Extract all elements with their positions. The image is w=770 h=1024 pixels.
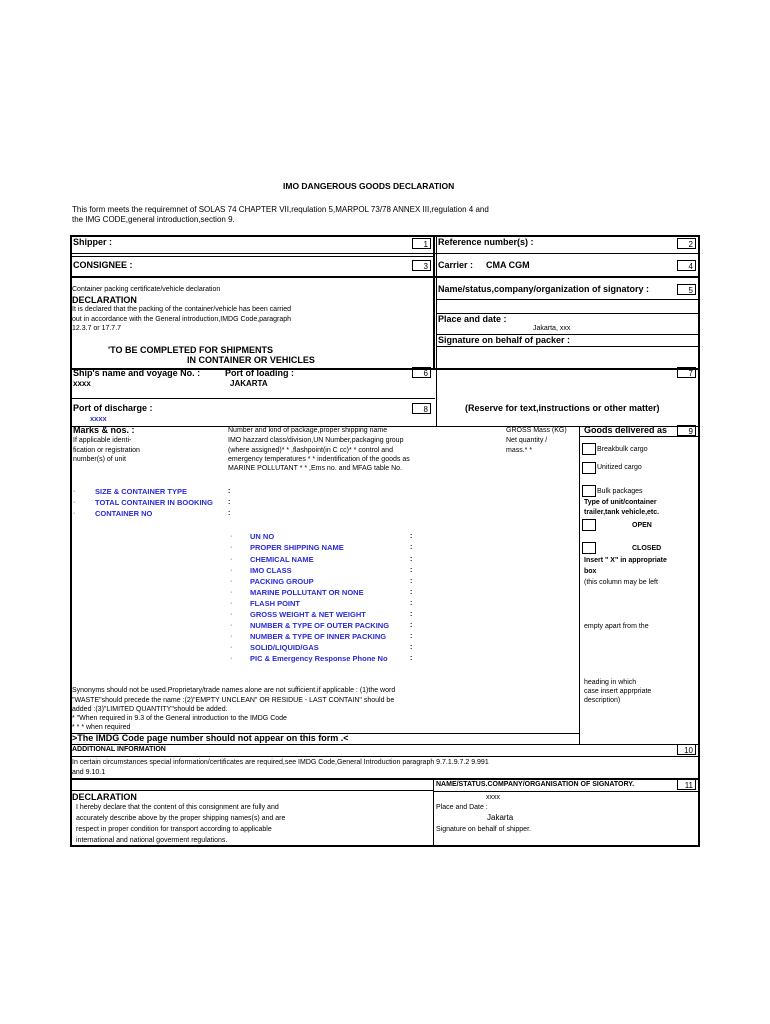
heading-line-2: case insert apprpriate <box>584 688 652 695</box>
carrier-value: CMA CGM <box>486 260 530 270</box>
reserve-text: (Reserve for text,instructions or other matter) <box>465 403 660 413</box>
container-field-total: TOTAL CONTAINER IN BOOKING <box>95 498 213 507</box>
cargo-field-sep: : <box>410 578 413 585</box>
reference-label: Reference number(s) : <box>438 237 534 247</box>
place-date-label: Place and date : <box>438 314 507 324</box>
intro-line-1: This form meets the requiremnet of SOLAS 74 CHAPTER VII,requlation 5,MARPOL 73/78 ANNEX III,regulation 4 and <box>72 205 489 214</box>
cargo-field-sep: : <box>410 644 413 651</box>
port-discharge-label: Port of discharge : <box>73 403 153 413</box>
cargo-field-sep: : <box>410 589 413 596</box>
consignee-label: CONSIGNEE : <box>73 260 133 270</box>
cargo-field-marine-pollutant: MARINE POLLUTANT OR NONE <box>250 588 364 597</box>
packing-declaration-heading: DECLARATION <box>72 295 137 305</box>
bullet: · <box>230 578 233 585</box>
bullet: · <box>230 611 233 618</box>
cargo-field-sep: : <box>410 533 413 540</box>
container-field-sep: : <box>228 510 231 517</box>
box-number-4: 4 <box>677 260 696 271</box>
insert-line-2: box <box>584 568 597 575</box>
heading-line-1: heading in which <box>584 679 637 686</box>
box-number-8: 8 <box>412 403 431 414</box>
ship-name-label: Ship's name and voyage No. : <box>73 368 201 378</box>
marks-line-3: number(s) of unit <box>73 456 126 463</box>
shipments-note-line-1: 'TO BE COMPLETED FOR SHIPMENTS <box>108 345 273 355</box>
port-loading-value: JAKARTA <box>230 379 268 388</box>
type-unit-line-1: Type of unit/container <box>584 499 657 506</box>
container-field-size: SIZE & CONTAINER TYPE <box>95 487 187 496</box>
synonyms-line-1: Synonyms should not be used.Proprietary/trade names alone are not sufficient.if applicable : (1)the word <box>72 687 396 694</box>
container-field-no: CONTAINER NO <box>95 509 153 518</box>
marks-line-2: fication or registration <box>73 447 140 454</box>
signatory-11-value: xxxx <box>486 794 500 801</box>
gross-mass-line-3: mass.* * <box>506 447 533 454</box>
shipper-decl-line-3: respect in proper condition for transport according to applicable <box>76 826 272 833</box>
box-number-10: 10 <box>677 744 696 755</box>
box-number-2: 2 <box>677 238 696 249</box>
bullet: · <box>230 567 233 574</box>
empty-apart-text: empty apart from the <box>584 623 649 630</box>
shipper-decl-line-1: I hereby declare that the content of this consignment are fully and <box>76 804 279 811</box>
box-number-9: 9 <box>677 425 696 436</box>
shipments-note-line-2: IN CONTAINER OR VEHICLES <box>187 355 315 365</box>
port-loading-label: Port of loading : <box>225 368 294 378</box>
port-discharge-value: xxxx <box>90 414 107 423</box>
additional-info-label: ADDITIONAL INFORMATION <box>72 746 166 753</box>
bullet: · <box>230 544 233 551</box>
cargo-field-sep: : <box>410 611 413 618</box>
bullet: · <box>73 510 76 517</box>
bullet: · <box>230 600 233 607</box>
type-unit-line-2: trailer,tank vehicle,etc. <box>584 509 660 516</box>
packing-cert-line-3: 12.3.7 or 17.7.7 <box>72 325 122 332</box>
imdg-note: >The IMDG Code page number should not appear on this form .< <box>72 733 349 743</box>
goods-delivered-label: Goods delivered as <box>584 425 668 435</box>
cargo-field-chemical-name: CHEMICAL NAME <box>250 555 314 564</box>
packing-cert-line-1: It is declared that the packing of the container/vehicle has been carried <box>72 306 292 313</box>
bullet: · <box>230 644 233 651</box>
cargo-field-inner-packing: NUMBER & TYPE OF INNER PACKING <box>250 632 387 641</box>
cargo-field-outer-packing: NUMBER & TYPE OF OUTER PACKING <box>250 621 390 630</box>
signatory-11-label: NAME/STATUS.COMPANY/ORGANISATION OF SIGNATORY. <box>436 781 635 788</box>
package-desc-line-3: (where assigned)* * ,flashpoint(in C cc)* * control and <box>228 447 393 454</box>
cargo-field-packing-group: PACKING GROUP <box>250 577 314 586</box>
gross-mass-line-1: GROSS Mass (KG) <box>506 427 567 434</box>
cargo-field-pic-phone: PIC & Emergency Response Phone No <box>250 654 388 663</box>
cargo-field-sep: : <box>410 600 413 607</box>
packing-cert-caption: Container packing certificate/vehicle declaration <box>72 286 221 293</box>
cargo-field-gross-weight: GROSS WEIGHT & NET WEIGHT <box>250 610 366 619</box>
open-label: OPEN <box>632 522 652 529</box>
cargo-field-sep: : <box>410 655 413 662</box>
box-number-3: 3 <box>412 260 431 271</box>
unitized-label: Unitized cargo <box>597 464 642 471</box>
cargo-field-sep: : <box>410 556 413 563</box>
bullet: · <box>230 633 233 640</box>
shipper-decl-line-4: international and national goverment regulations. <box>76 837 228 844</box>
box-number-1: 1 <box>412 238 431 249</box>
cargo-field-shipping-name: PROPER SHIPPING NAME <box>250 543 344 552</box>
bullet: · <box>230 533 233 540</box>
bullet: · <box>230 655 233 662</box>
package-desc-line-2: IMO hazzard class/division,UN Number,packaging group <box>228 437 404 444</box>
place-date-11-value: Jakarta <box>487 813 514 822</box>
bullet: · <box>230 622 233 629</box>
synonyms-line-5: * * * when required <box>72 724 131 731</box>
bullet: · <box>73 488 76 495</box>
package-desc-line-1: Number and kind of package,proper shipping name <box>228 427 388 434</box>
packing-cert-line-2: out in accordance with the General introduction,IMDG Code,paragraph <box>72 316 292 323</box>
carrier-label: Carrier : <box>438 260 474 270</box>
ship-name-value: xxxx <box>73 379 91 388</box>
heading-line-3: description) <box>584 697 621 704</box>
bullet: · <box>230 589 233 596</box>
cargo-field-imo-class: IMO CLASS <box>250 566 292 575</box>
box-number-7: 7 <box>677 367 696 378</box>
bullet: · <box>73 499 76 506</box>
cargo-field-flash-point: FLASH POINT <box>250 599 300 608</box>
insert-line-3: (this column may be left <box>584 579 658 586</box>
package-desc-line-4: emergency temperatures * * indentification of the goods as <box>228 456 410 463</box>
cargo-field-sep: : <box>410 622 413 629</box>
synonyms-line-2: "WASTE"should precede the name :(2)"EMPTY UNCLEAN" OR RESIDUE - LAST CONTAIN" should be <box>72 697 395 704</box>
container-field-sep: : <box>228 488 231 495</box>
bulk-label: Bulk packages <box>597 488 643 495</box>
place-date-value: Jakarta, xxx <box>533 325 571 332</box>
place-date-11-label: Place and Date : <box>436 804 488 811</box>
additional-info-line-2: and 9.10.1 <box>72 769 106 776</box>
synonyms-line-3: added :(3)"LIMITED QUANTITY"should be added. <box>72 706 228 713</box>
closed-checkbox[interactable] <box>582 542 596 554</box>
breakbulk-checkbox[interactable] <box>582 443 596 455</box>
marks-line-1: If applicable identi- <box>73 437 132 444</box>
cargo-field-sep: : <box>410 544 413 551</box>
intro-line-2: the IMG CODE,general introduction,section 9. <box>72 215 235 224</box>
shipper-label: Shipper : <box>73 237 113 247</box>
cargo-field-sep: : <box>410 567 413 574</box>
breakbulk-label: Breakbulk cargo <box>597 446 648 453</box>
insert-line-1: Insert " X" in appropriate <box>584 557 667 564</box>
box-number-5: 5 <box>677 284 696 295</box>
box-number-6: 6 <box>412 367 431 378</box>
marks-label: Marks & nos. : <box>73 425 135 435</box>
bulk-checkbox[interactable] <box>582 485 596 497</box>
gross-mass-line-2: Net quantity / <box>506 437 548 444</box>
cargo-field-un-no: UN NO <box>250 532 275 541</box>
synonyms-line-4: * "When required in 9.3 of the General introduction to the IMDG Code <box>72 715 287 722</box>
closed-label: CLOSED <box>632 545 662 552</box>
package-desc-line-5: MARINE POLLUTANT * * ,Ems no. and MFAG table No. <box>228 465 403 472</box>
signature-shipper-label: Signature on behalf of shipper. <box>436 826 531 833</box>
shipper-decl-line-2: accurately describe above by the proper shipping names(s) and are <box>76 815 286 822</box>
box-number-11: 11 <box>677 779 696 790</box>
container-field-sep: : <box>228 499 231 506</box>
signature-packer-label: Signature on behalf of packer : <box>438 335 571 345</box>
additional-info-line-1: In certain circumstances special information/certificates are required,see IMDG Code,General Introduction paragraph 9.7.1.9.7.2 9.991 <box>72 759 489 766</box>
unitized-checkbox[interactable] <box>582 462 596 474</box>
bullet: · <box>230 556 233 563</box>
cargo-field-sep: : <box>410 633 413 640</box>
page-title: IMO DANGEROUS GOODS DECLARATION <box>283 181 455 191</box>
signatory-label: Name/status,company/organization of signatory : <box>438 284 650 294</box>
shipper-declaration-heading: DECLARATION <box>72 792 137 802</box>
open-checkbox[interactable] <box>582 519 596 531</box>
cargo-field-state: SOLID/LIQUID/GAS <box>250 643 319 652</box>
